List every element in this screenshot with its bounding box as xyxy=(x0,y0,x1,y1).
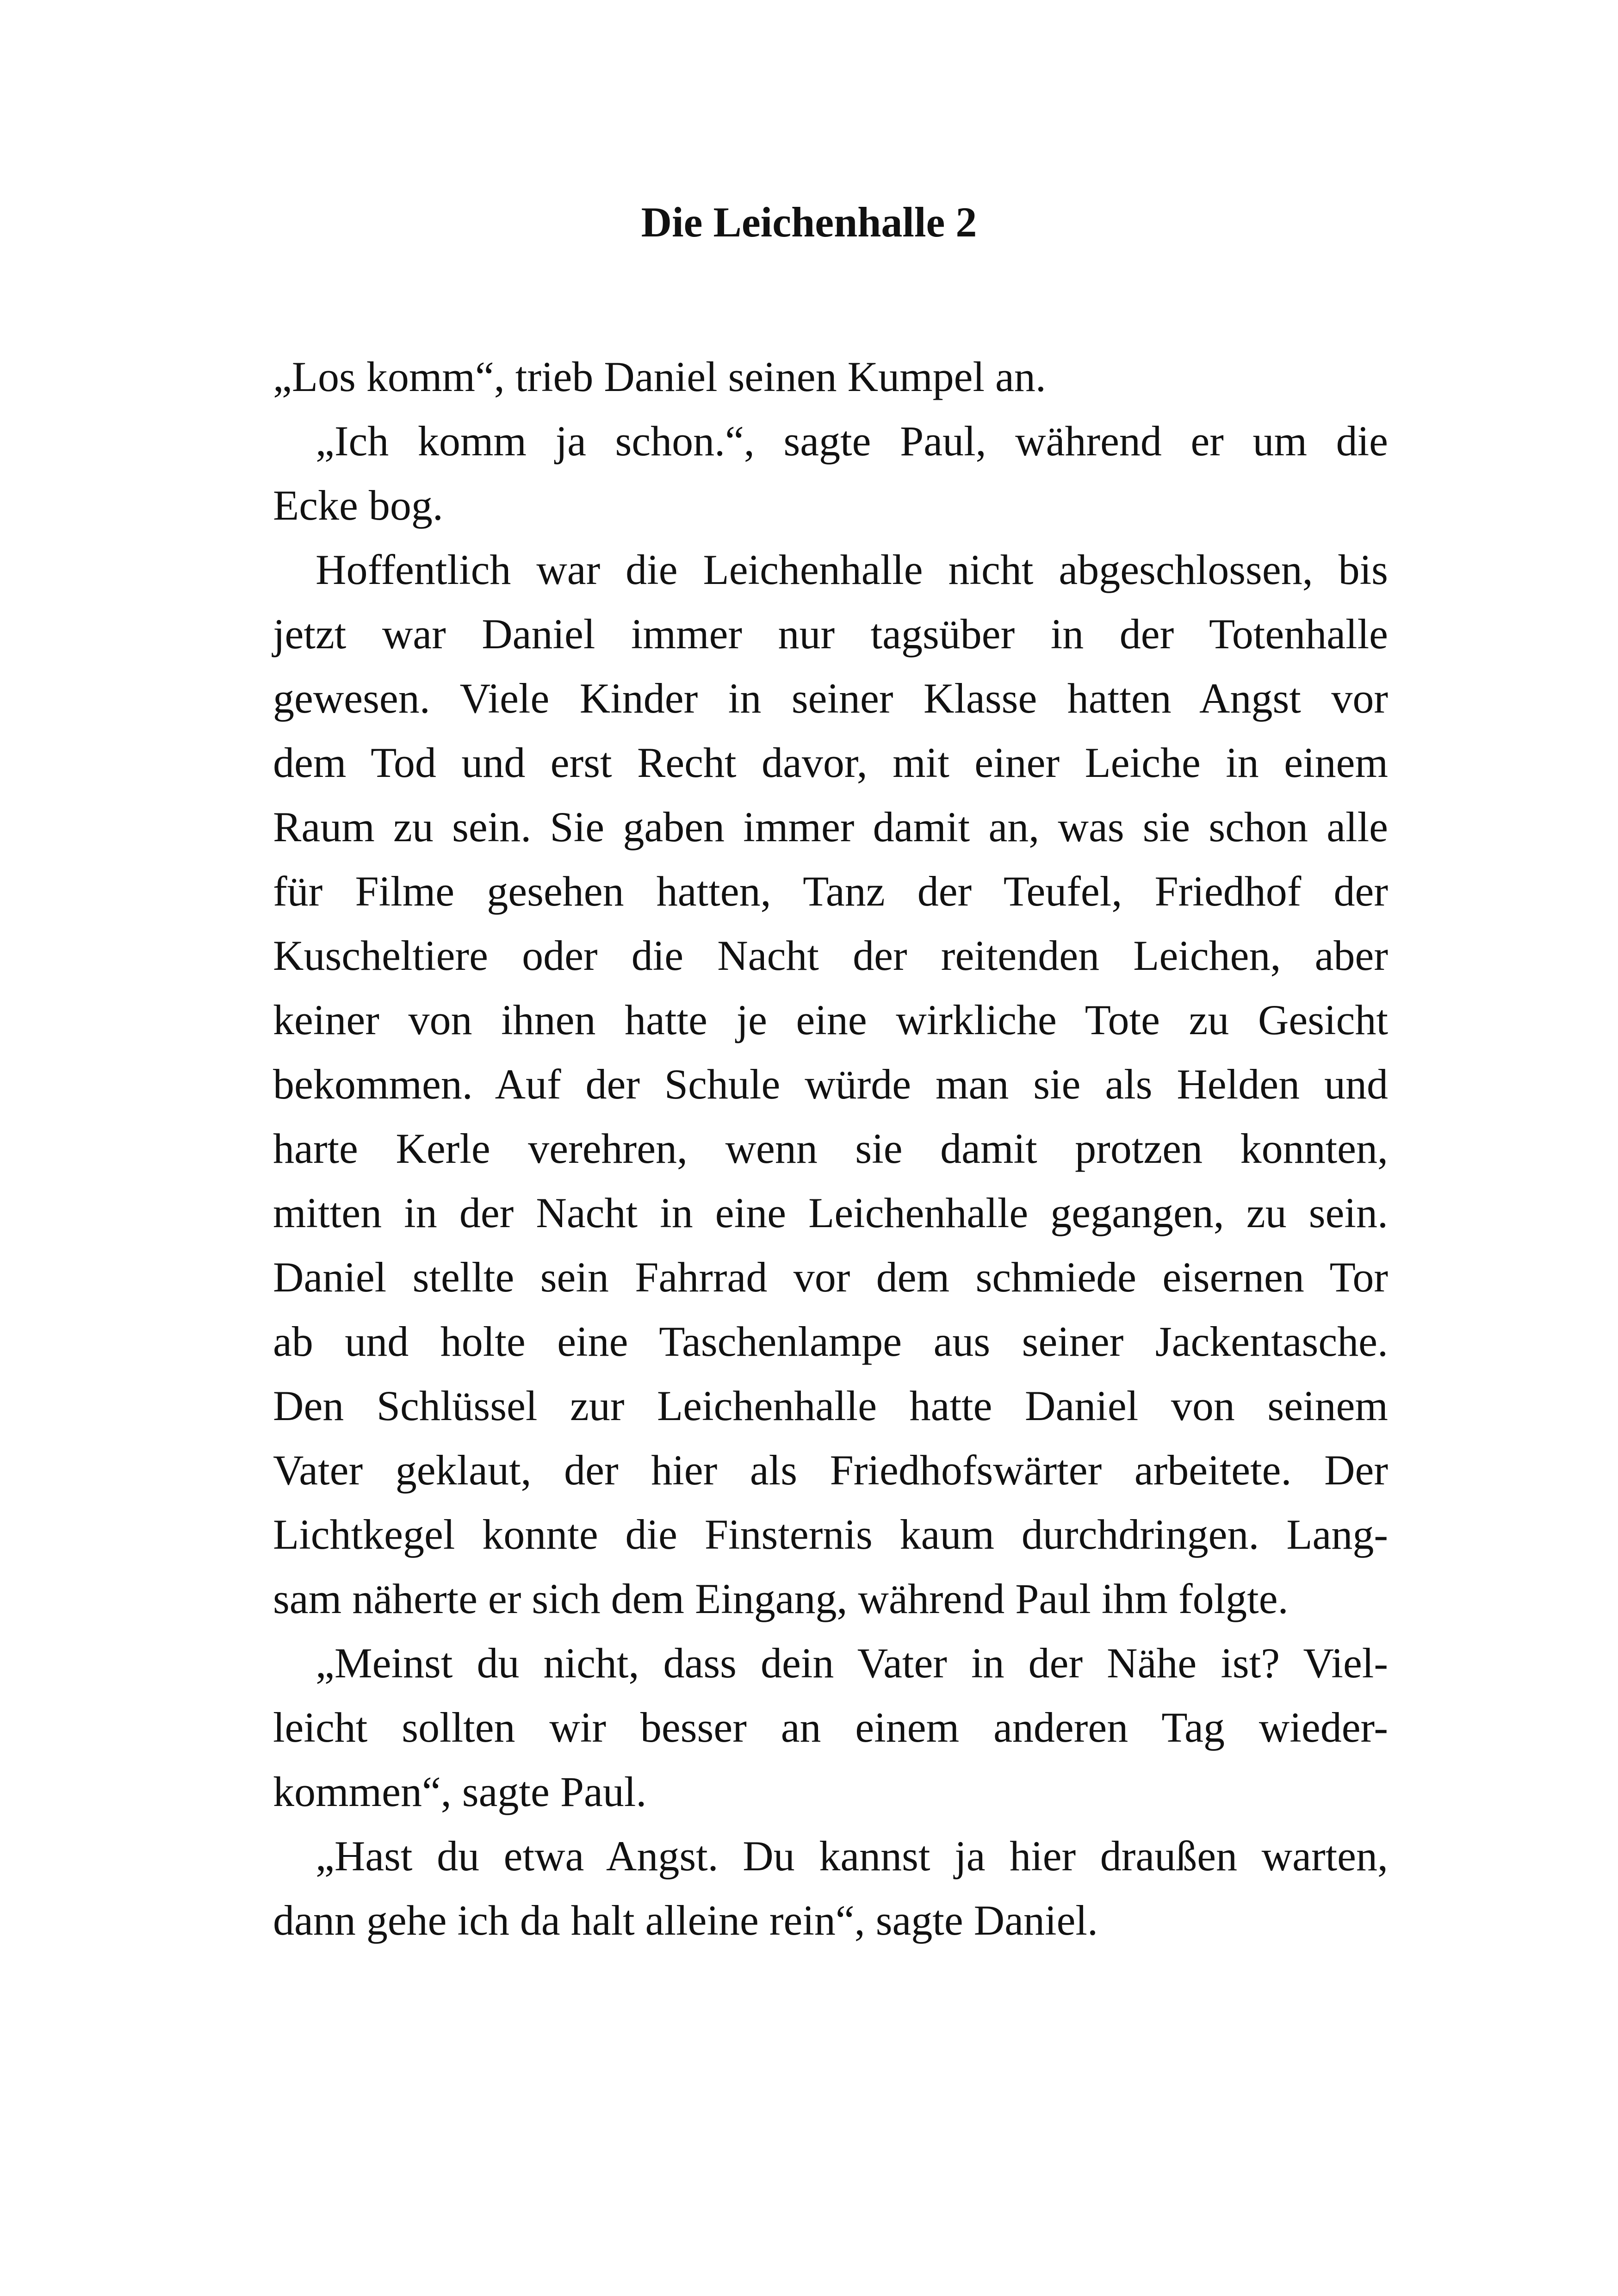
text-line: Raum zu sein. Sie gaben immer damit an, was sie schon alle xyxy=(273,803,1388,850)
text-line: Daniel stellte sein Fahrrad vor dem schmiede eisernen Tor xyxy=(273,1253,1388,1301)
text-line: bekommen. Auf der Schule würde man sie als Helden und xyxy=(273,1061,1388,1108)
text-line: sam näherte er sich dem Eingang, während Paul ihm folgte. xyxy=(273,1575,1289,1622)
text-line: Vater geklaut, der hier als Friedhofswärter arbeitete. Der xyxy=(273,1446,1388,1494)
text-line: Lichtkegel konnte die Finsternis kaum durchdringen. Lang- xyxy=(273,1511,1388,1558)
text-line: „Los komm“, trieb Daniel seinen Kumpel an. xyxy=(273,353,1046,400)
text-line: harte Kerle verehren, wenn sie damit protzen konnten, xyxy=(273,1125,1388,1172)
text-line: mitten in der Nacht in eine Leichenhalle gegangen, zu sein. xyxy=(273,1189,1388,1236)
text-line: Den Schlüssel zur Leichenhalle hatte Daniel von seinem xyxy=(273,1382,1388,1429)
text-line: Kuscheltiere oder die Nacht der reitenden Leichen, aber xyxy=(273,932,1388,979)
text-line: dem Tod und erst Recht davor, mit einer Leiche in einem xyxy=(273,739,1388,786)
text-line: für Filme gesehen hatten, Tanz der Teufel, Friedhof der xyxy=(273,868,1388,915)
text-line: dann gehe ich da halt alleine rein“, sagte Daniel. xyxy=(273,1897,1098,1944)
text-line: keiner von ihnen hatte je eine wirkliche Tote zu Gesicht xyxy=(273,996,1388,1043)
chapter-body xyxy=(273,345,1388,1953)
text-line: „Meinst du nicht, dass dein Vater in der Nähe ist? Viel- xyxy=(316,1639,1388,1687)
text-line: ab und holte eine Taschenlampe aus seiner Jackentasche. xyxy=(273,1318,1388,1365)
text-line: Hoffentlich war die Leichenhalle nicht abgeschlossen, bis xyxy=(316,546,1388,593)
text-line: Ecke bog. xyxy=(273,482,443,529)
text-line: kommen“, sagte Paul. xyxy=(273,1768,647,1815)
chapter-title: Die Leichenhalle 2 xyxy=(641,199,977,246)
text-line: leicht sollten wir besser an einem anderen Tag wieder- xyxy=(273,1704,1388,1751)
text-line: „Ich komm ja schon.“, sagte Paul, während er um die xyxy=(316,417,1388,465)
text-line: gewesen. Viele Kinder in seiner Klasse hatten Angst vor xyxy=(273,675,1388,722)
text-line: jetzt war Daniel immer nur tagsüber in der Totenhalle xyxy=(273,610,1388,658)
text-line: „Hast du etwa Angst. Du kannst ja hier draußen warten, xyxy=(316,1832,1388,1880)
